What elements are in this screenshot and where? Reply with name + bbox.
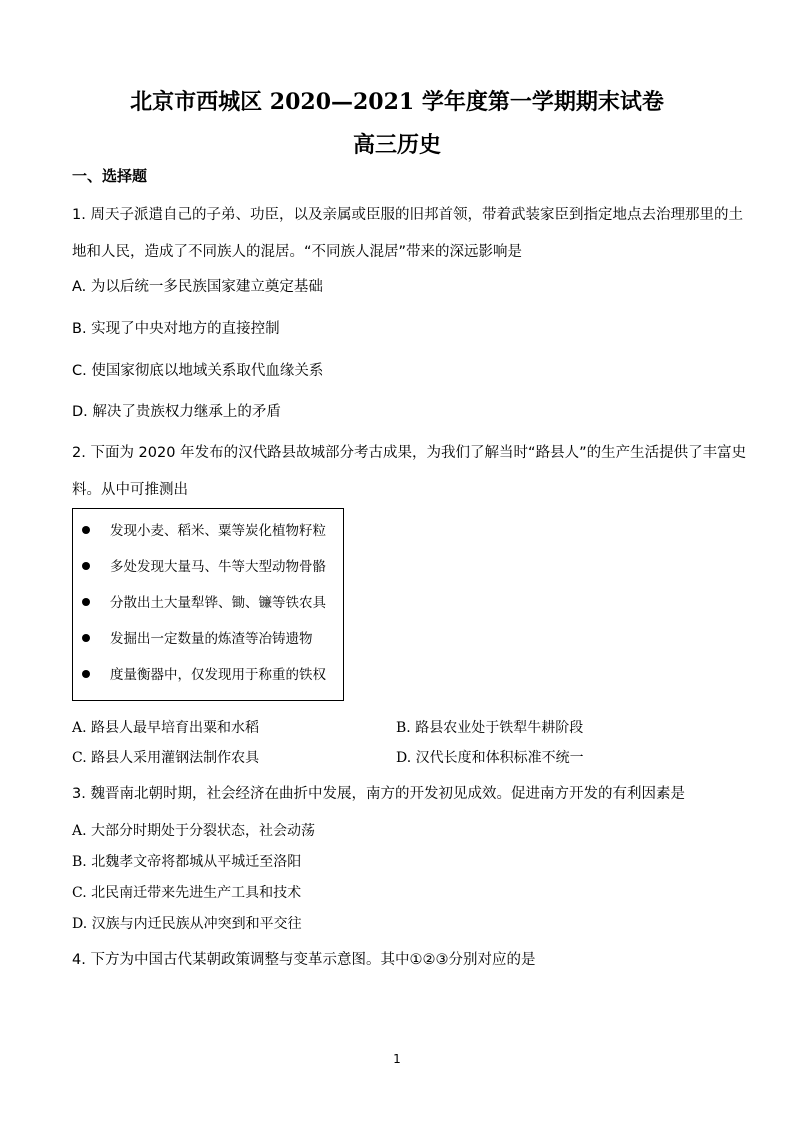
q3-option-a[interactable]: A. 大部分时期处于分裂状态，社会动荡 xyxy=(72,823,316,839)
bullet-icon xyxy=(82,670,90,678)
q1-option-d[interactable]: D. 解决了贵族权力继承上的矛盾 xyxy=(72,404,281,420)
q3-option-c[interactable]: C. 北民南迁带来先进生产工具和技术 xyxy=(72,885,302,901)
bullet-icon xyxy=(82,634,90,642)
q2-option-a[interactable]: A. 路县人最早培育出粟和水稻 xyxy=(72,720,260,736)
q2-stem-line2: 料。从中可推测出 xyxy=(72,482,188,498)
q3-option-d[interactable]: D. 汉族与内迁民族从冲突到和平交往 xyxy=(72,916,302,932)
q1-option-c[interactable]: C. 使国家彻底以地域关系取代血缘关系 xyxy=(72,363,324,379)
finding-item: 分散出土大量犁铧、锄、镰等铁农具 xyxy=(82,591,326,611)
bullet-icon xyxy=(82,562,90,570)
q1-option-b[interactable]: B. 实现了中央对地方的直接控制 xyxy=(72,321,280,337)
archaeology-findings-box xyxy=(72,508,344,701)
q2-option-b[interactable]: B. 路县农业处于铁犁牛耕阶段 xyxy=(396,720,584,736)
q1-stem-line1: 1. 周天子派遣自己的子弟、功臣，以及亲属或臣服的旧邦首领，带着武装家臣到指定地点去治理那里的土 xyxy=(72,207,743,223)
q3-option-b[interactable]: B. 北魏孝文帝将都城从平城迁至洛阳 xyxy=(72,854,302,870)
page-number: 1 xyxy=(393,1052,401,1066)
finding-item: 度量衡器中，仅发现用于称重的铁权 xyxy=(82,663,326,683)
finding-item: 多处发现大量马、牛等大型动物骨骼 xyxy=(82,555,326,575)
q1-option-a[interactable]: A. 为以后统一多民族国家建立奠定基础 xyxy=(72,279,323,295)
q4-stem: 4. 下方为中国古代某朝政策调整与变革示意图。其中①②③分别对应的是 xyxy=(72,952,536,968)
q1-stem-line2: 地和人民，造成了不同族人的混居。“不同族人混居”带来的深远影响是 xyxy=(72,244,523,260)
section-heading: 一、选择题 xyxy=(72,167,148,185)
page-title: 北京市西城区 2020—2021 学年度第一学期期末试卷 xyxy=(130,89,664,115)
bullet-icon xyxy=(82,526,90,534)
q2-option-c[interactable]: C. 路县人采用灌钢法制作农具 xyxy=(72,750,260,766)
q2-stem-line1: 2. 下面为 2020 年发布的汉代路县故城部分考古成果，为我们了解当时“路县人”的生产生活提供了丰富史 xyxy=(72,445,747,461)
q3-stem: 3. 魏晋南北朝时期，社会经济在曲折中发展，南方的开发初见成效。促进南方开发的有利因素是 xyxy=(72,786,685,802)
bullet-icon xyxy=(82,598,90,606)
finding-item: 发现小麦、稻米、粟等炭化植物籽粒 xyxy=(82,519,326,539)
finding-item: 发掘出一定数量的炼渣等冶铸遗物 xyxy=(82,627,313,647)
q2-option-d[interactable]: D. 汉代长度和体积标准不统一 xyxy=(396,750,584,766)
page-subtitle: 高三历史 xyxy=(352,132,441,158)
